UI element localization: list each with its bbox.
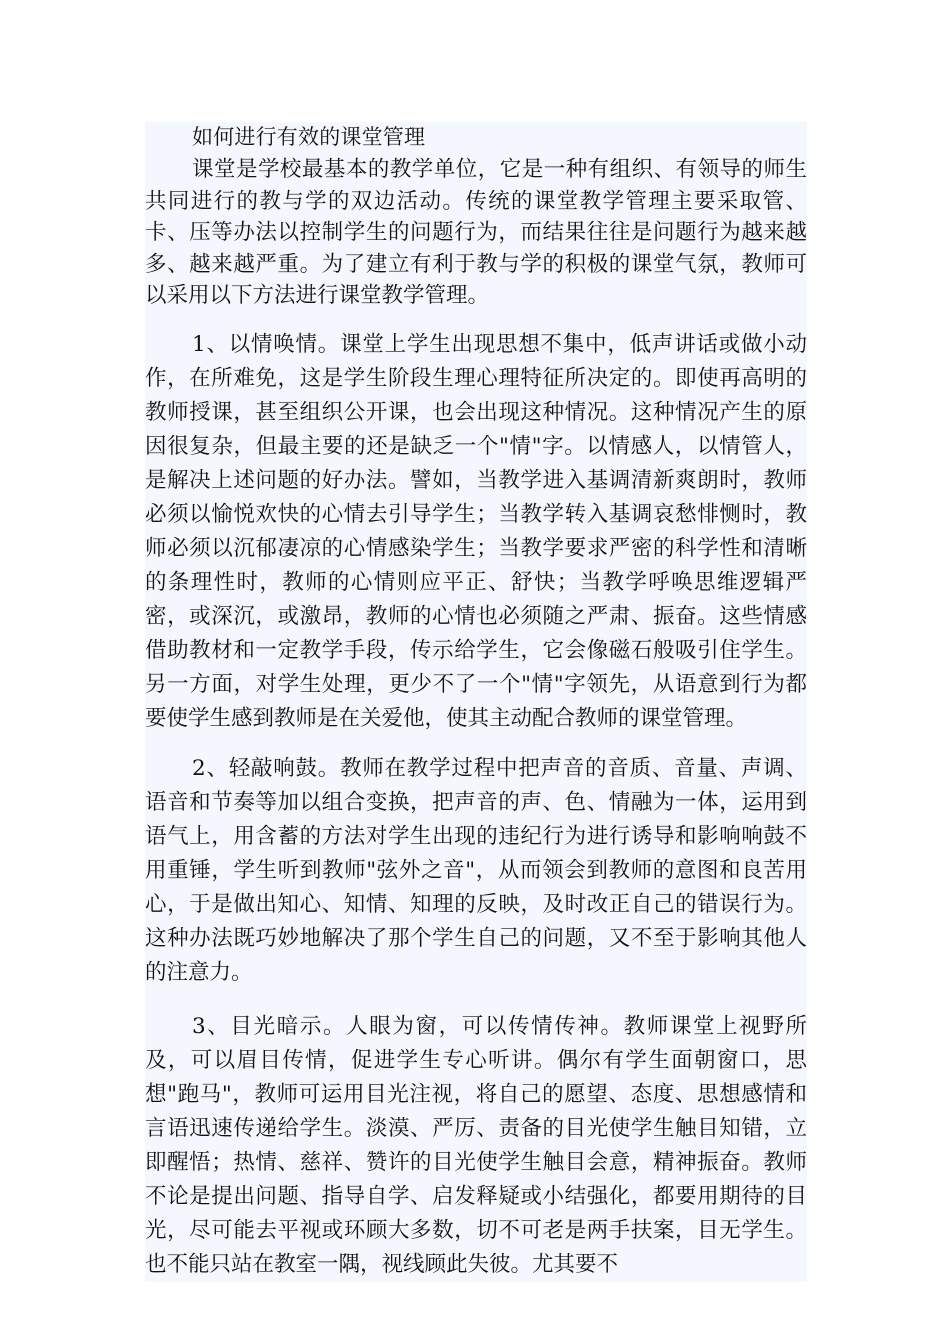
intro-paragraph: 课堂是学校最基本的教学单位，它是一种有组织、有领导的师生共同进行的教与学的双边活动。传统的课堂教学管理主要采取管、卡、压等办法以控制学生的问题行为，而结果往往是问题行为越来越多、越来越严重。为了建立有利于教与学的积极的课堂气氛，教师可以采用以下方法进行课堂教学管理。 xyxy=(145,154,807,312)
section-paragraph-1: 1、以情唤情。课堂上学生出现思想不集中，低声讲话或做小动作，在所难免，这是学生阶段生理心理特征所决定的。即使再高明的教师授课，甚至组织公开课，也会出现这种情况。这种情况产生的原因很复杂，但最主要的还是缺乏一个"情"字。以情感人，以情管人，是解决上述问题的好办法。譬如，当教学进入基调清新爽朗时，教师必须以愉悦欢快的心情去引导学生；当教学转入基调哀愁悱恻时，教师必须以沉郁凄凉的心情感染学生；当教学要求严密的科学性和清晰的条理性时，教师的心情则应平正、舒快；当教学呼唤思维逻辑严密，或深沉，或激昂，教师的心情也必须随之严肃、振奋。这些情感借助教材和一定教学手段，传示给学生，它会像磁石般吸引住学生。另一方面，对学生处理，更少不了一个"情"字领先，从语意到行为都要使学生感到教师是在关爱他，使其主动配合教师的课堂管理。 xyxy=(145,328,807,736)
document-body xyxy=(145,122,807,1282)
section-paragraph-3: 3、目光暗示。人眼为窗，可以传情传神。教师课堂上视野所及，可以眉目传情，促进学生专心听讲。偶尔有学生面朝窗口，思想"跑马"，教师可运用目光注视，将自己的愿望、态度、思想感情和言语迅速传递给学生。淡漠、严厉、责备的目光使学生触目知错，立即醒悟；热情、慈祥、赞许的目光使学生触目会意，精神振奋。教师不论是提出问题、指导自学、启发释疑或小结强化，都要用期待的目光，尽可能去平视或环顾大多数，切不可老是两手扶案，目无学生。也不能只站在教室一隅，视线顾此失彼。尤其要不 xyxy=(145,1010,807,1282)
document-title: 如何进行有效的课堂管理 xyxy=(145,122,807,152)
section-paragraph-2: 2、轻敲响鼓。教师在教学过程中把声音的音质、音量、声调、语音和节奏等加以组合变换，把声音的声、色、情融为一体，运用到语气上，用含蓄的方法对学生出现的违纪行为进行诱导和影响响鼓不用重锤，学生听到教师"弦外之音"，从而领会到教师的意图和良苦用心，于是做出知心、知情、知理的反映，及时改正自己的错误行为。这种办法既巧妙地解决了那个学生自己的问题，又不至于影响其他人的注意力。 xyxy=(145,752,807,990)
